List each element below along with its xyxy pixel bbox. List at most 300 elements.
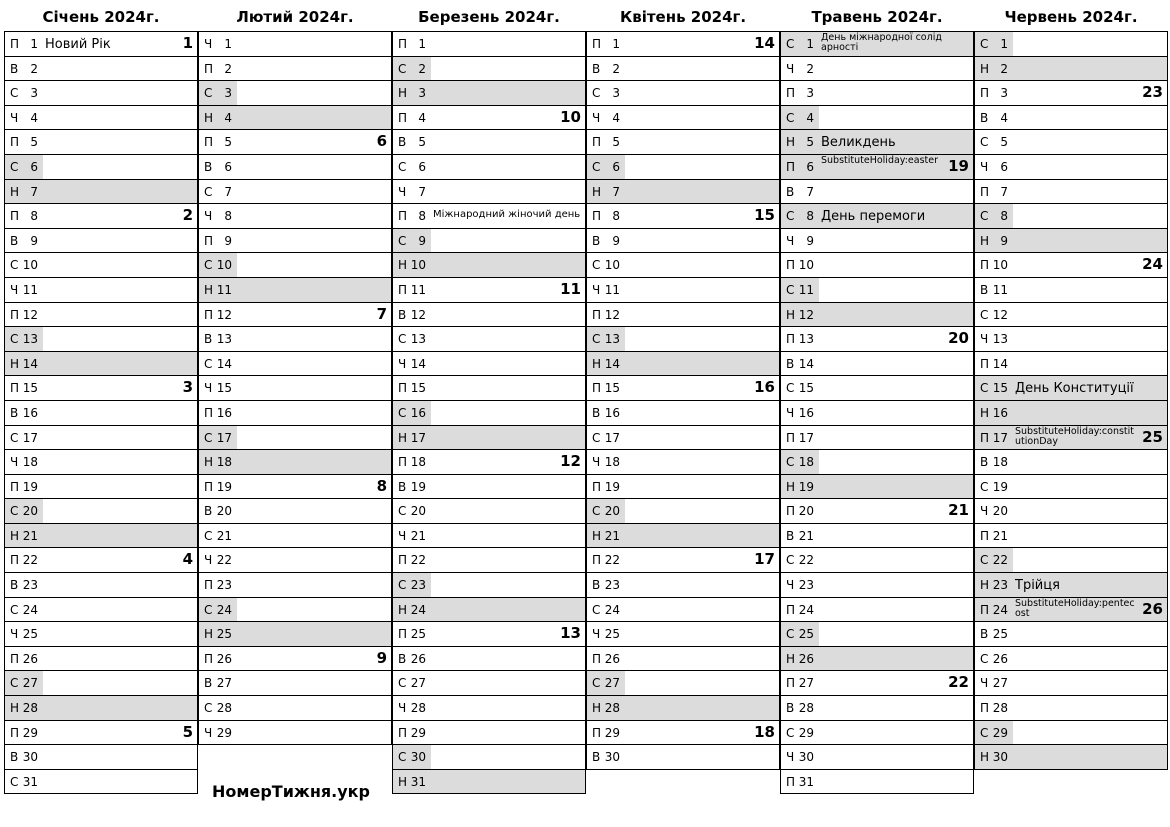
day-number: 14 bbox=[216, 356, 232, 371]
day-row bbox=[392, 81, 586, 106]
day-row bbox=[780, 450, 974, 475]
weekday-label: П bbox=[204, 61, 214, 76]
day-number: 2 bbox=[30, 61, 38, 76]
weekday-label: П bbox=[398, 282, 408, 297]
week-number: 25 bbox=[1142, 427, 1163, 446]
day-number: 15 bbox=[992, 381, 1008, 396]
week-number: 10 bbox=[560, 107, 581, 126]
weekday-label: В bbox=[980, 627, 989, 642]
day-number: 17 bbox=[604, 430, 620, 445]
day-row bbox=[780, 155, 974, 180]
day-row bbox=[392, 57, 586, 82]
weekday-label: П bbox=[204, 135, 214, 150]
day-row bbox=[974, 647, 1168, 672]
day-number: 15 bbox=[22, 381, 38, 396]
day-row bbox=[780, 426, 974, 451]
weekday-label: П bbox=[980, 602, 990, 617]
weekday-label: С bbox=[204, 602, 213, 617]
day-number: 21 bbox=[22, 528, 38, 543]
weekday-label: Ч bbox=[204, 381, 213, 396]
day-number: 10 bbox=[216, 258, 232, 273]
day-row bbox=[198, 327, 392, 352]
weekday-label: П bbox=[398, 455, 408, 470]
day-number: 22 bbox=[216, 553, 232, 568]
weekday-label: С bbox=[398, 676, 407, 691]
day-number: 18 bbox=[410, 455, 426, 470]
day-row bbox=[4, 352, 198, 377]
weekday-label: С bbox=[10, 258, 19, 273]
weekday-label: Н bbox=[786, 307, 796, 322]
day-number: 13 bbox=[410, 332, 426, 347]
weekday-label: П bbox=[786, 258, 796, 273]
day-row bbox=[198, 253, 392, 278]
weekday-label: П bbox=[786, 774, 796, 789]
day-row bbox=[198, 721, 392, 746]
brand-label: НомерТижня.укр bbox=[212, 782, 370, 801]
weekday-label: П bbox=[980, 430, 990, 445]
month-column bbox=[4, 4, 198, 794]
weekday-label: В bbox=[398, 307, 407, 322]
day-number: 13 bbox=[216, 332, 232, 347]
day-row bbox=[974, 450, 1168, 475]
day-row bbox=[198, 647, 392, 672]
day-number: 3 bbox=[224, 86, 232, 101]
day-row bbox=[586, 352, 780, 377]
day-row bbox=[392, 598, 586, 623]
weekday-label: Ч bbox=[980, 676, 989, 691]
weekday-label: В bbox=[10, 750, 19, 765]
holiday-name: День Конституції bbox=[1015, 381, 1134, 397]
day-number: 22 bbox=[410, 553, 426, 568]
day-number: 25 bbox=[216, 627, 232, 642]
weekday-label: Н bbox=[398, 430, 408, 445]
day-row bbox=[780, 671, 974, 696]
weekday-label: Ч bbox=[10, 455, 19, 470]
day-row bbox=[780, 303, 974, 328]
day-row bbox=[780, 770, 974, 795]
weekday-label: П bbox=[204, 479, 214, 494]
day-row bbox=[198, 81, 392, 106]
weekday-label: С bbox=[204, 430, 213, 445]
weekday-label: В bbox=[786, 184, 795, 199]
weekday-label: П bbox=[592, 381, 602, 396]
day-number: 7 bbox=[418, 184, 426, 199]
day-row bbox=[974, 475, 1168, 500]
day-row bbox=[974, 130, 1168, 155]
weekday-label: П bbox=[980, 528, 990, 543]
day-row bbox=[974, 696, 1168, 721]
weekday-label: П bbox=[398, 627, 408, 642]
day-row bbox=[198, 671, 392, 696]
day-row bbox=[586, 253, 780, 278]
weekday-label: С bbox=[592, 332, 601, 347]
day-number: 30 bbox=[992, 750, 1008, 765]
weekday-label: Ч bbox=[398, 356, 407, 371]
weekday-label: С bbox=[592, 504, 601, 519]
day-number: 26 bbox=[22, 651, 38, 666]
day-row bbox=[780, 499, 974, 524]
day-row bbox=[392, 155, 586, 180]
day-number: 29 bbox=[992, 725, 1008, 740]
day-number: 3 bbox=[612, 86, 620, 101]
day-number: 1 bbox=[30, 37, 38, 51]
weekday-label: В bbox=[980, 282, 989, 297]
day-row bbox=[4, 303, 198, 328]
day-row bbox=[780, 622, 974, 647]
weekday-label: С bbox=[786, 455, 795, 470]
day-number: 31 bbox=[410, 774, 426, 789]
day-number: 17 bbox=[798, 430, 814, 445]
week-number: 5 bbox=[182, 722, 193, 741]
weekday-label: П bbox=[592, 725, 602, 740]
weekday-label: С bbox=[786, 553, 795, 568]
day-number: 5 bbox=[612, 135, 620, 150]
day-row bbox=[974, 426, 1168, 451]
day-row bbox=[392, 106, 586, 131]
weekday-label: П bbox=[10, 553, 20, 568]
weekday-label: П bbox=[398, 110, 408, 125]
day-row bbox=[974, 32, 1168, 57]
day-number: 17 bbox=[410, 430, 426, 445]
weekday-label: С bbox=[592, 86, 601, 101]
week-number: 23 bbox=[1142, 83, 1163, 102]
weekday-label: Ч bbox=[592, 627, 601, 642]
weekday-label: Н bbox=[592, 184, 602, 199]
weekday-label: П bbox=[592, 651, 602, 666]
day-number: 22 bbox=[604, 553, 620, 568]
day-number: 24 bbox=[216, 602, 232, 617]
day-row bbox=[198, 106, 392, 131]
holiday-name: День міжнародної солідарності bbox=[821, 32, 942, 53]
day-number: 23 bbox=[604, 578, 620, 593]
day-row bbox=[4, 622, 198, 647]
day-row bbox=[974, 106, 1168, 131]
calendar bbox=[4, 4, 1166, 824]
day-row bbox=[780, 376, 974, 401]
day-number: 5 bbox=[1000, 135, 1008, 150]
month-column bbox=[586, 4, 780, 770]
weekday-label: Ч bbox=[204, 553, 213, 568]
weekday-label: С bbox=[980, 725, 989, 740]
weekday-label: Ч bbox=[980, 332, 989, 347]
holiday-name: День перемоги bbox=[821, 209, 926, 225]
weekday-label: Ч bbox=[786, 578, 795, 593]
day-row bbox=[392, 426, 586, 451]
day-row bbox=[4, 548, 198, 573]
weekday-label: В bbox=[398, 479, 407, 494]
day-number: 14 bbox=[992, 356, 1008, 371]
weekday-label: С bbox=[980, 553, 989, 568]
day-number: 5 bbox=[30, 135, 38, 150]
weekday-label: Н bbox=[786, 651, 796, 666]
day-number: 4 bbox=[224, 110, 232, 125]
weekday-label: С bbox=[398, 504, 407, 519]
day-row bbox=[780, 253, 974, 278]
day-row bbox=[4, 401, 198, 426]
day-number: 28 bbox=[604, 701, 620, 716]
day-row bbox=[392, 671, 586, 696]
weekday-label: П bbox=[10, 307, 20, 322]
weekday-label: В bbox=[204, 159, 213, 174]
week-number: 9 bbox=[376, 648, 387, 667]
weekday-label: В bbox=[398, 135, 407, 150]
weekday-label: С bbox=[592, 676, 601, 691]
weekday-label: П bbox=[398, 209, 408, 224]
day-row bbox=[974, 573, 1168, 598]
day-row bbox=[586, 32, 780, 57]
day-row bbox=[198, 278, 392, 303]
weekday-label: С bbox=[980, 307, 989, 322]
day-number: 2 bbox=[612, 61, 620, 76]
day-number: 6 bbox=[1000, 159, 1008, 174]
day-number: 26 bbox=[992, 651, 1008, 666]
day-number: 23 bbox=[798, 578, 814, 593]
weekday-label: П bbox=[10, 135, 20, 150]
day-row bbox=[974, 721, 1168, 746]
day-number: 9 bbox=[224, 233, 232, 248]
weekday-label: Н bbox=[980, 750, 990, 765]
weekday-label: П bbox=[980, 356, 990, 371]
day-number: 3 bbox=[1000, 86, 1008, 101]
weekday-label: Н bbox=[10, 356, 20, 371]
day-number: 13 bbox=[798, 332, 814, 347]
weekday-label: С bbox=[786, 37, 795, 51]
day-row bbox=[4, 32, 198, 57]
weekday-label: В bbox=[592, 233, 601, 248]
weekday-label: С bbox=[980, 37, 989, 51]
weekday-label: Н bbox=[980, 61, 990, 76]
day-row bbox=[198, 475, 392, 500]
weekday-label: В bbox=[204, 676, 213, 691]
day-row bbox=[392, 745, 586, 770]
day-number: 10 bbox=[22, 258, 38, 273]
day-row bbox=[586, 81, 780, 106]
day-number: 20 bbox=[216, 504, 232, 519]
day-number: 27 bbox=[22, 676, 38, 691]
day-row bbox=[586, 721, 780, 746]
day-number: 13 bbox=[22, 332, 38, 347]
day-row bbox=[974, 57, 1168, 82]
day-row bbox=[974, 598, 1168, 623]
day-row bbox=[4, 573, 198, 598]
holiday-name: SubstituteHoliday:pentecost bbox=[1015, 597, 1135, 619]
weekday-label: П bbox=[592, 135, 602, 150]
day-number: 8 bbox=[30, 209, 38, 224]
week-number: 22 bbox=[948, 673, 969, 692]
weekday-label: П bbox=[204, 233, 214, 248]
day-number: 20 bbox=[604, 504, 620, 519]
weekday-label: Н bbox=[10, 184, 20, 199]
day-row bbox=[392, 622, 586, 647]
day-number: 4 bbox=[1000, 110, 1008, 125]
weekday-label: Ч bbox=[10, 282, 19, 297]
day-number: 16 bbox=[798, 405, 814, 420]
day-number: 14 bbox=[410, 356, 426, 371]
weekday-label: П bbox=[10, 651, 20, 666]
day-row bbox=[392, 253, 586, 278]
day-number: 25 bbox=[410, 627, 426, 642]
day-number: 17 bbox=[992, 430, 1008, 445]
day-row bbox=[974, 352, 1168, 377]
day-number: 9 bbox=[612, 233, 620, 248]
day-row bbox=[198, 450, 392, 475]
day-number: 12 bbox=[798, 307, 814, 322]
day-list bbox=[586, 31, 780, 770]
day-number: 7 bbox=[224, 184, 232, 199]
weekday-label: Н bbox=[204, 110, 214, 125]
day-number: 20 bbox=[410, 504, 426, 519]
weekday-label: В bbox=[786, 356, 795, 371]
day-row bbox=[974, 303, 1168, 328]
weekday-label: В bbox=[398, 651, 407, 666]
day-row bbox=[780, 647, 974, 672]
weekday-label: П bbox=[786, 430, 796, 445]
weekday-label: С bbox=[10, 676, 19, 691]
day-row bbox=[586, 450, 780, 475]
day-row bbox=[198, 598, 392, 623]
day-row bbox=[392, 499, 586, 524]
weekday-label: П bbox=[786, 332, 796, 347]
weekday-label: Н bbox=[592, 356, 602, 371]
day-number: 23 bbox=[992, 578, 1008, 593]
day-number: 26 bbox=[604, 651, 620, 666]
weekday-label: С bbox=[980, 651, 989, 666]
day-number: 6 bbox=[612, 159, 620, 174]
day-row bbox=[4, 155, 198, 180]
day-number: 24 bbox=[22, 602, 38, 617]
holiday-name: SubstituteHoliday:constitutionDay bbox=[1015, 425, 1135, 447]
day-row bbox=[4, 450, 198, 475]
weekday-label: П bbox=[786, 159, 796, 174]
weekday-label: П bbox=[592, 307, 602, 322]
day-number: 28 bbox=[410, 701, 426, 716]
weekday-label: С bbox=[786, 110, 795, 125]
day-row bbox=[392, 696, 586, 721]
day-number: 27 bbox=[410, 676, 426, 691]
day-row bbox=[780, 229, 974, 254]
day-row bbox=[198, 204, 392, 229]
weekday-label: Ч bbox=[786, 405, 795, 420]
day-row bbox=[586, 376, 780, 401]
day-number: 31 bbox=[798, 774, 814, 789]
day-row bbox=[780, 352, 974, 377]
weekday-label: П bbox=[204, 651, 214, 666]
week-number: 11 bbox=[560, 279, 581, 298]
day-row bbox=[974, 180, 1168, 205]
day-number: 18 bbox=[216, 455, 232, 470]
day-number: 16 bbox=[604, 405, 620, 420]
day-row bbox=[780, 745, 974, 770]
day-row bbox=[4, 130, 198, 155]
day-number: 25 bbox=[992, 627, 1008, 642]
day-number: 22 bbox=[22, 553, 38, 568]
day-number: 4 bbox=[806, 110, 814, 125]
day-row bbox=[198, 352, 392, 377]
day-number: 4 bbox=[30, 110, 38, 125]
day-number: 19 bbox=[992, 479, 1008, 494]
week-number: 2 bbox=[182, 206, 193, 225]
day-number: 15 bbox=[798, 381, 814, 396]
weekday-label: С bbox=[10, 774, 19, 789]
weekday-label: В bbox=[786, 528, 795, 543]
day-number: 21 bbox=[798, 528, 814, 543]
month-title: Січень 2024г. bbox=[42, 8, 160, 26]
day-row bbox=[392, 770, 586, 795]
day-row bbox=[4, 770, 198, 795]
weekday-label: Ч bbox=[980, 159, 989, 174]
day-row bbox=[392, 475, 586, 500]
day-row bbox=[4, 376, 198, 401]
week-number: 21 bbox=[948, 501, 969, 520]
day-row bbox=[198, 130, 392, 155]
day-number: 14 bbox=[798, 356, 814, 371]
weekday-label: Ч bbox=[204, 725, 213, 740]
weekday-label: В bbox=[980, 455, 989, 470]
day-row bbox=[780, 106, 974, 131]
day-number: 11 bbox=[216, 282, 232, 297]
day-row bbox=[4, 721, 198, 746]
day-number: 21 bbox=[992, 528, 1008, 543]
day-number: 28 bbox=[22, 701, 38, 716]
week-number: 17 bbox=[754, 550, 775, 569]
month-title: Червень 2024г. bbox=[1004, 8, 1138, 26]
day-row bbox=[392, 573, 586, 598]
day-row bbox=[780, 524, 974, 549]
weekday-label: С bbox=[592, 430, 601, 445]
day-number: 17 bbox=[22, 430, 38, 445]
weekday-label: С bbox=[204, 258, 213, 273]
weekday-label: Н bbox=[10, 528, 20, 543]
day-row bbox=[780, 475, 974, 500]
weekday-label: Н bbox=[980, 233, 990, 248]
weekday-label: В bbox=[10, 578, 19, 593]
day-row bbox=[4, 524, 198, 549]
day-number: 9 bbox=[30, 233, 38, 248]
day-number: 28 bbox=[992, 701, 1008, 716]
day-number: 16 bbox=[22, 405, 38, 420]
weekday-label: Н bbox=[204, 455, 214, 470]
day-number: 5 bbox=[418, 135, 426, 150]
weekday-label: В bbox=[592, 405, 601, 420]
day-row bbox=[780, 401, 974, 426]
day-number: 20 bbox=[798, 504, 814, 519]
weekday-label: С bbox=[10, 504, 19, 519]
day-number: 30 bbox=[410, 750, 426, 765]
day-row bbox=[586, 401, 780, 426]
day-number: 8 bbox=[1000, 209, 1008, 224]
week-number: 6 bbox=[376, 132, 387, 151]
day-row bbox=[4, 204, 198, 229]
day-row bbox=[392, 180, 586, 205]
day-number: 10 bbox=[410, 258, 426, 273]
day-number: 1 bbox=[418, 37, 426, 51]
day-number: 12 bbox=[22, 307, 38, 322]
weekday-label: В bbox=[10, 61, 19, 76]
day-number: 1 bbox=[612, 37, 620, 51]
day-number: 4 bbox=[612, 110, 620, 125]
day-row bbox=[974, 745, 1168, 770]
weekday-label: С bbox=[398, 332, 407, 347]
day-number: 25 bbox=[798, 627, 814, 642]
day-number: 2 bbox=[806, 61, 814, 76]
day-row bbox=[4, 278, 198, 303]
weekday-label: С bbox=[592, 258, 601, 273]
day-row bbox=[586, 548, 780, 573]
day-number: 27 bbox=[798, 676, 814, 691]
day-number: 20 bbox=[992, 504, 1008, 519]
day-number: 5 bbox=[806, 135, 814, 150]
weekday-label: Ч bbox=[786, 750, 795, 765]
